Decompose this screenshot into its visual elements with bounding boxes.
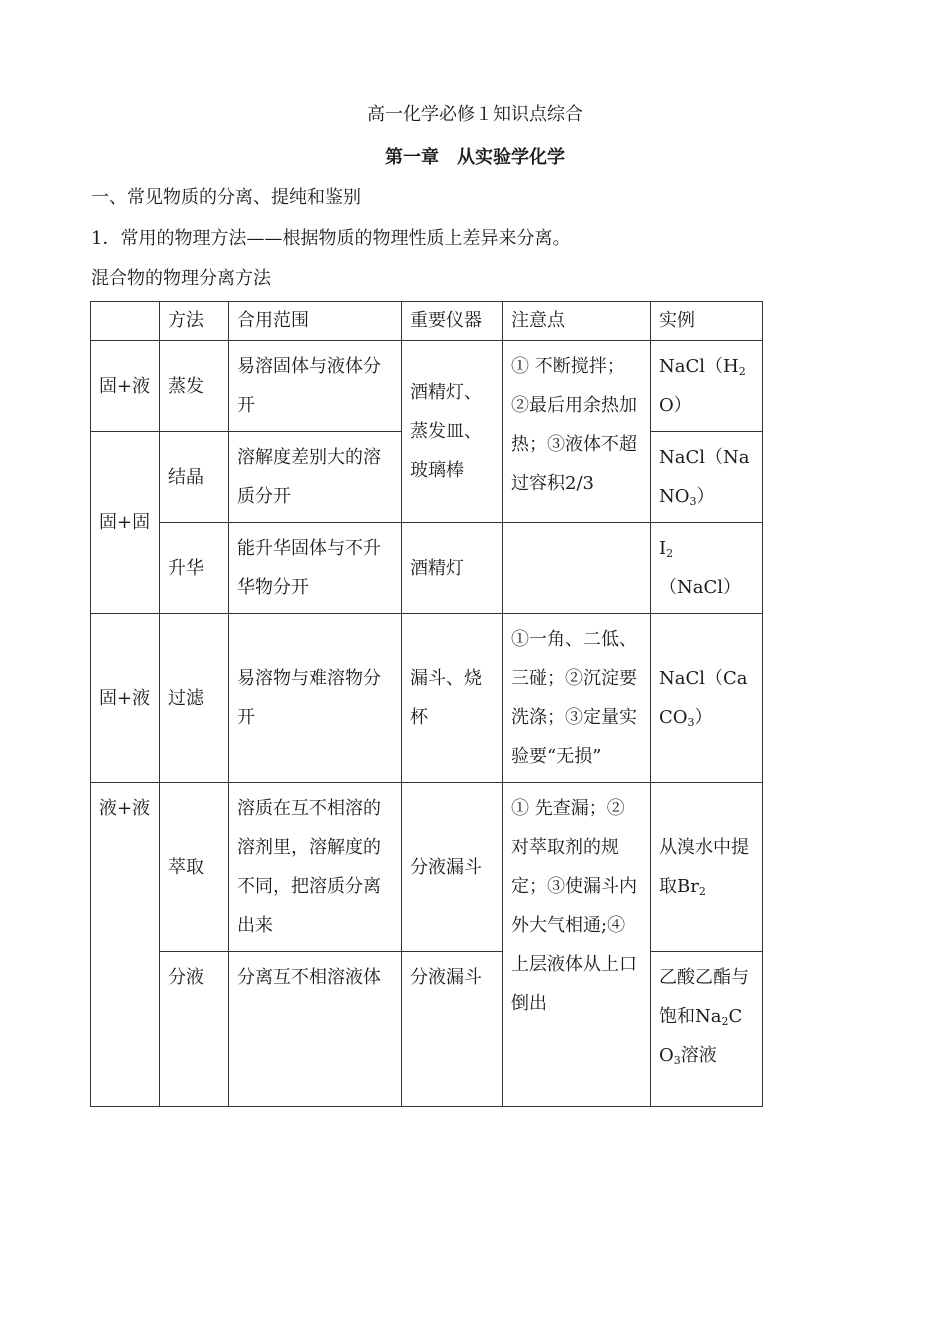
method-cell: 过滤: [160, 614, 229, 783]
method-cell: 萃取: [160, 783, 229, 952]
scope-cell: 分离互不相溶液体: [229, 952, 402, 1107]
scope-cell: 易溶固体与液体分开: [229, 341, 402, 432]
document-title: 高一化学必修１知识点综合: [367, 104, 583, 125]
notes-cell: ① 不断搅拌；②最后用余热加热；③液体不超过容积2/3: [503, 341, 651, 523]
instrument-cell: 分液漏斗: [402, 783, 503, 952]
example-cell: NaCl（CaCO$_3$）: [651, 614, 763, 783]
table-row: [91, 783, 763, 952]
example-cell: NaCl（NaNO$_3$）: [651, 432, 763, 523]
instrument-cell: 酒精灯、蒸发皿、玻璃棒: [402, 341, 503, 523]
notes-cell: [503, 523, 651, 614]
table-row: [91, 341, 763, 432]
scope-cell: 溶质在互不相溶的溶剂里，溶解度的不同，把溶质分离出来: [229, 783, 402, 952]
scope-cell: 能升华固体与不升华物分开: [229, 523, 402, 614]
mixture-type-cell: 固+液: [91, 341, 160, 432]
instrument-cell: 酒精灯: [402, 523, 503, 614]
header-cell: [91, 302, 160, 341]
header-cell: 实例: [651, 302, 763, 341]
scope-cell: 溶解度差别大的溶质分开: [229, 432, 402, 523]
example-cell: 乙酸乙酯与饱和$Na_2CO_3$溶液: [651, 952, 763, 1107]
table-row: [91, 614, 763, 783]
mixture-type-cell: 液+液: [91, 783, 160, 1107]
item-paragraph: 1．常用的物理方法——根据物质的物理性质上差异来分离。: [91, 228, 571, 249]
instrument-cell: 分液漏斗: [402, 952, 503, 1107]
chapter-heading: 第一章 从实验学化学: [385, 147, 565, 168]
header-cell: 重要仪器: [402, 302, 503, 341]
header-cell: 注意点: [503, 302, 651, 341]
instrument-cell: 漏斗、烧杯: [402, 614, 503, 783]
table-caption: 混合物的物理分离方法: [91, 268, 271, 289]
section-heading: 一、常见物质的分离、提纯和鉴别: [91, 187, 361, 208]
method-cell: 结晶: [160, 432, 229, 523]
mixture-type-cell: 固+固: [91, 432, 160, 614]
notes-cell: ① 先查漏；②对萃取剂的规定；③使漏斗内外大气相通;④ 上层液体从上口倒出: [503, 783, 651, 1107]
header-cell: 方法: [160, 302, 229, 341]
scope-cell: 易溶物与难溶物分开: [229, 614, 402, 783]
table-row: [91, 523, 763, 614]
method-cell: 蒸发: [160, 341, 229, 432]
notes-cell: ①一角、二低、三碰；②沉淀要洗涤；③定量实验要“无损”: [503, 614, 651, 783]
header-cell: 合用范围: [229, 302, 402, 341]
table-row: [91, 952, 763, 1107]
table-header-row: [91, 302, 763, 341]
example-cell: $NaCl(H_2O)$: [651, 341, 763, 432]
mixture-type-cell: 固+液: [91, 614, 160, 783]
example-cell: $I_2(NaCl)$: [651, 523, 763, 614]
separation-methods-table: [90, 301, 763, 1107]
example-cell: 从溴水中提取$Br_2$: [651, 783, 763, 952]
method-cell: 分液: [160, 952, 229, 1107]
method-cell: 升华: [160, 523, 229, 614]
